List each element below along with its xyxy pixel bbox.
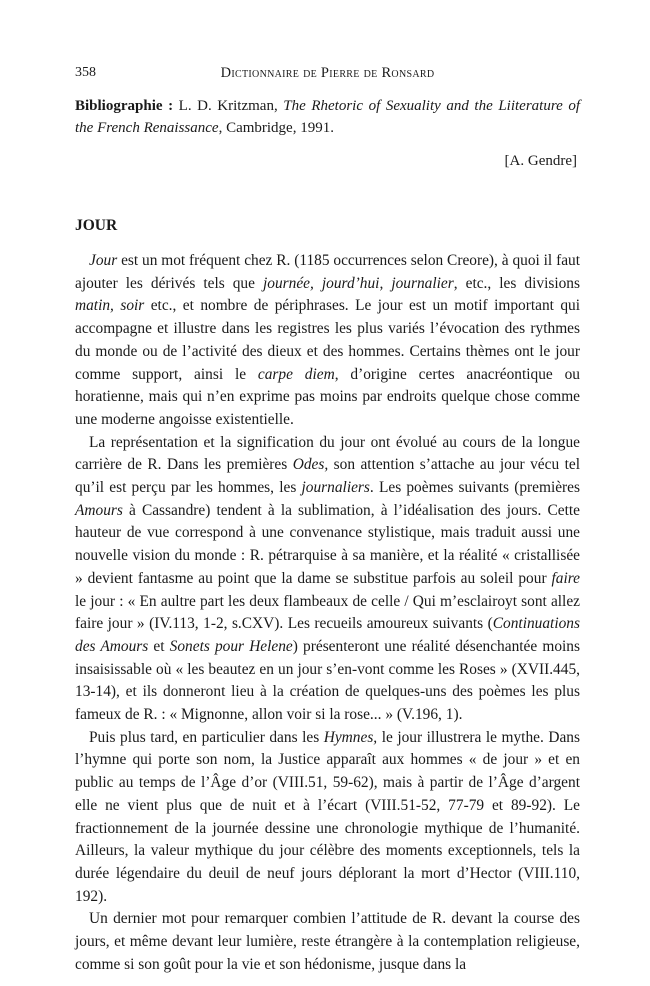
text-span: Un dernier mot pour remarquer combien l’attitude de R. devant la course des jours, et même devant leur lumière, reste étrangère à la contemplation religieuse, comme si son goût pour la vie et son hédonisme, jusque dans la [75, 910, 580, 973]
paragraph-4 [75, 908, 580, 976]
text-span: journaliers [301, 479, 370, 497]
bibliography-title: The Rhetoric of Sexuality and the Liiterature of the French Renaissance [75, 98, 581, 136]
text-span: etc., et nombre de périphrases. Le jour est un motif important qui accompagne et illustre dans les registres les plus variés l’évocation des rythmes du monde ou de l’activité des dieux et des hommes. Certains thèmes ont le jour comme support, ainsi le [75, 297, 581, 383]
bibliography-publisher: , Cambridge, 1991. [218, 120, 334, 136]
text-span: , d’origine certes anacréontique ou horatienne, mais qui n’en exprime pas moins par endroits quelque chose comme une moderne angoisse existentielle. [75, 365, 580, 428]
text-span: faire [551, 569, 580, 587]
text-span: est un mot fréquent chez R. (1185 occurrences selon Creore), à quoi il faut ajouter les dérivés tels que [75, 252, 580, 292]
text-span: Jour [89, 252, 118, 269]
author-signature: [A. Gendre] [504, 153, 577, 169]
bibliography-author: L. D. Kritzman, [173, 98, 284, 114]
text-span: , etc., les divisions [453, 274, 580, 292]
text-span: Sonets pour Helene [169, 637, 293, 655]
bibliography [75, 95, 580, 139]
text-span: son attention s’attache au jour vécu tel qu’il est perçu par les hommes, les [75, 456, 580, 497]
text-span: carpe diem [257, 365, 335, 383]
text-span: et [148, 637, 170, 655]
page-number: 358 [75, 65, 96, 80]
text-span: journée, jourd’hui, journalier [263, 274, 454, 292]
paragraph-3 [75, 727, 580, 909]
text-span: le jour illustrera le mythe. Dans l’hymne qui porte son nom, la Justice apparaît aux hommes « de jour » et en public au temps de l’Âge d’or (VIII.51, 59-62), mais à partir de l’Âge d’argent elle ne vient plus que de nuit et à l’écart (VIII.51-52, 77-79 et 89-92). Le fractionnement de la journée dessine une chronologie mythique de l’humanité. Ailleurs, la valeur mythique du jour célèbre des moments exceptionnels, tels la durée légendaire du deuil de neuf jours déplorant la mort d’Hector (VIII.110, 192). [75, 728, 580, 905]
entry-body [75, 250, 580, 977]
text-span: Puis plus tard, en particulier dans les [89, 728, 324, 746]
text-span: . Les poèmes suivants (premières [369, 479, 580, 497]
text-span: Amours [75, 501, 123, 519]
text-span: Odes, [292, 456, 329, 474]
entry-title: JOUR [75, 217, 118, 234]
text-span: Hymnes, [323, 728, 378, 746]
text-span: le jour : « En aultre part les deux flambeaux de celle / Qui m’esclairoyt sont allez faire jour » (IV.113, 1-2, s.CXV). Les recueils amoureux suivants ( [75, 592, 580, 633]
paragraph-2 [75, 432, 580, 727]
text-span: à Cassandre) tendent à la sublimation, à l’idéalisation des jours. Cette hauteur de vue correspond à une convenance stylistique, mais traduit aussi une nouvelle vision du monde : R. pétrarquise à sa manière, et la réalité « cristallisée » devient fantasme au point que la dame se substitue parfois au soleil pour [75, 501, 580, 587]
text-span: ) présenteront une réalité désenchantée moins insaisissable où « les beautez en un jour s’en-vont comme les Roses » (XVII.445, 13-14), et ils donneront lieu à la création de quelques-uns des poèmes les plus fameux de R. : « Mignonne, allon voir si la rose... » (V.196, 1). [75, 637, 580, 724]
text-span: matin, soir [75, 297, 145, 315]
bibliography-label: Bibliographie : [75, 98, 174, 114]
text-span: Continuations des Amours [75, 615, 580, 655]
running-title: Dictionnaire de Pierre de Ronsard [220, 65, 435, 81]
paragraph-1 [75, 250, 580, 432]
text-span: La représentation et la signification du jour ont évolué au cours de la longue carrière de R. Dans les premières [75, 433, 580, 474]
